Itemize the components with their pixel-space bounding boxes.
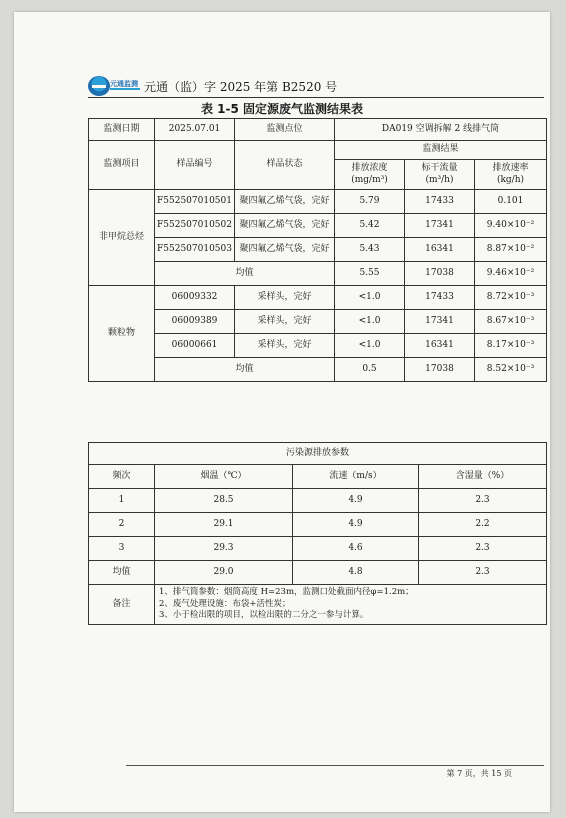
average-label: 均值	[155, 358, 335, 382]
sample-state-cell: 聚四氟乙烯气袋，完好	[235, 238, 335, 262]
section-row	[89, 443, 547, 465]
sample-id-cell: 06009389	[155, 310, 235, 334]
flow-cell: 17341	[405, 214, 475, 238]
header-divider	[88, 97, 544, 98]
params-section-label: 污染源排放参数	[89, 443, 547, 465]
rate-cell: 8.87×10⁻²	[475, 238, 547, 262]
freq-cell: 3	[89, 537, 155, 561]
conc-cell: 5.79	[335, 190, 405, 214]
table-row	[89, 537, 547, 561]
sample-id-cell: 06009332	[155, 286, 235, 310]
speed-cell: 4.8	[293, 561, 419, 585]
rate-cell: 8.72×10⁻³	[475, 286, 547, 310]
sample-state-cell: 聚四氟乙烯气袋，完好	[235, 214, 335, 238]
average-row	[89, 262, 547, 286]
temp-cell: 29.3	[155, 537, 293, 561]
col-flow: 标干流量 (m³/h)	[405, 160, 475, 190]
document-header	[88, 75, 337, 97]
col-moisture: 含湿量（%）	[419, 465, 547, 489]
date-value: 2025.07.01	[155, 119, 235, 141]
meta-row	[89, 119, 547, 141]
col-sample-state: 样品状态	[235, 141, 335, 190]
table-row	[89, 310, 547, 334]
table-row	[89, 489, 547, 513]
col-conc: 排放浓度 (mg/m³)	[335, 160, 405, 190]
conc-cell: 5.55	[335, 262, 405, 286]
emission-params-table	[88, 442, 547, 625]
nmhc-label: 非甲烷总烃	[89, 190, 155, 286]
document-page	[14, 12, 550, 812]
logo-text: 元通监测	[110, 80, 138, 88]
notes-label: 备注	[89, 585, 155, 625]
moisture-cell: 2.2	[419, 513, 547, 537]
col-speed: 流速（m/s）	[293, 465, 419, 489]
pm-label: 颗粒物	[89, 286, 155, 382]
company-logo	[88, 76, 140, 96]
params-header-row	[89, 465, 547, 489]
table-row	[89, 513, 547, 537]
flow-cell: 17433	[405, 190, 475, 214]
conc-cell: 0.5	[335, 358, 405, 382]
point-value: DA019 空调拆解 2 线排气筒	[335, 119, 547, 141]
table-row	[89, 286, 547, 310]
speed-cell: 4.9	[293, 489, 419, 513]
average-label: 均值	[155, 262, 335, 286]
average-row	[89, 561, 547, 585]
table-row	[89, 190, 547, 214]
col-item: 监测项目	[89, 141, 155, 190]
table-title: 表 1-5 固定源废气监测结果表	[200, 102, 364, 116]
sample-id-cell: F552507010503	[155, 238, 235, 262]
flow-cell: 17038	[405, 358, 475, 382]
document-number: 元通（监）字 2025 年第 B2520 号	[144, 79, 338, 94]
sample-id-cell: 06000661	[155, 334, 235, 358]
freq-cell: 2	[89, 513, 155, 537]
notes-row	[89, 585, 547, 625]
table-row	[89, 238, 547, 262]
temp-cell: 29.1	[155, 513, 293, 537]
conc-cell: <1.0	[335, 310, 405, 334]
rate-cell: 0.101	[475, 190, 547, 214]
flow-cell: 16341	[405, 334, 475, 358]
freq-cell: 均值	[89, 561, 155, 585]
logo-underline	[110, 88, 140, 90]
results-table	[88, 118, 547, 382]
conc-cell: <1.0	[335, 286, 405, 310]
sample-id-cell: F552507010502	[155, 214, 235, 238]
rate-cell: 8.17×10⁻³	[475, 334, 547, 358]
average-row	[89, 358, 547, 382]
col-sample-id: 样品编号	[155, 141, 235, 190]
rate-cell: 8.52×10⁻³	[475, 358, 547, 382]
rate-cell: 9.40×10⁻²	[475, 214, 547, 238]
table-row	[89, 334, 547, 358]
logo-icon	[88, 76, 110, 96]
sample-state-cell: 聚四氟乙烯气袋，完好	[235, 190, 335, 214]
table-row	[89, 214, 547, 238]
sample-state-cell: 采样头，完好	[235, 334, 335, 358]
speed-cell: 4.9	[293, 513, 419, 537]
note-line: 2、废气处理设施：布袋+活性炭；	[159, 598, 291, 609]
flow-cell: 17038	[405, 262, 475, 286]
col-temp: 烟温（℃）	[155, 465, 293, 489]
conc-cell: 5.42	[335, 214, 405, 238]
point-label: 监测点位	[235, 119, 335, 141]
header-row-1	[89, 141, 547, 160]
flow-cell: 16341	[405, 238, 475, 262]
note-line: 3、小于检出限的项目，以检出限的二分之一参与计算。	[159, 610, 369, 621]
moisture-cell: 2.3	[419, 537, 547, 561]
rate-cell: 8.67×10⁻³	[475, 310, 547, 334]
col-results: 监测结果	[335, 141, 547, 160]
sample-state-cell: 采样头，完好	[235, 310, 335, 334]
sample-state-cell: 采样头，完好	[235, 286, 335, 310]
flow-cell: 17433	[405, 286, 475, 310]
footer-divider	[126, 765, 544, 766]
freq-cell: 1	[89, 489, 155, 513]
moisture-cell: 2.3	[419, 489, 547, 513]
col-freq: 频次	[89, 465, 155, 489]
moisture-cell: 2.3	[419, 561, 547, 585]
col-rate: 排放速率 (kg/h)	[475, 160, 547, 190]
notes-content	[155, 585, 547, 625]
sample-id-cell: F552507010501	[155, 190, 235, 214]
conc-cell: <1.0	[335, 334, 405, 358]
page-number: 第 7 页，共 15 页	[446, 769, 512, 778]
flow-cell: 17341	[405, 310, 475, 334]
date-label: 监测日期	[89, 119, 155, 141]
note-line: 1、排气筒参数：烟筒高度 H=23m，监测口处截面内径φ=1.2m；	[159, 587, 414, 598]
conc-cell: 5.43	[335, 238, 405, 262]
speed-cell: 4.6	[293, 537, 419, 561]
temp-cell: 29.0	[155, 561, 293, 585]
rate-cell: 9.46×10⁻²	[475, 262, 547, 286]
temp-cell: 28.5	[155, 489, 293, 513]
